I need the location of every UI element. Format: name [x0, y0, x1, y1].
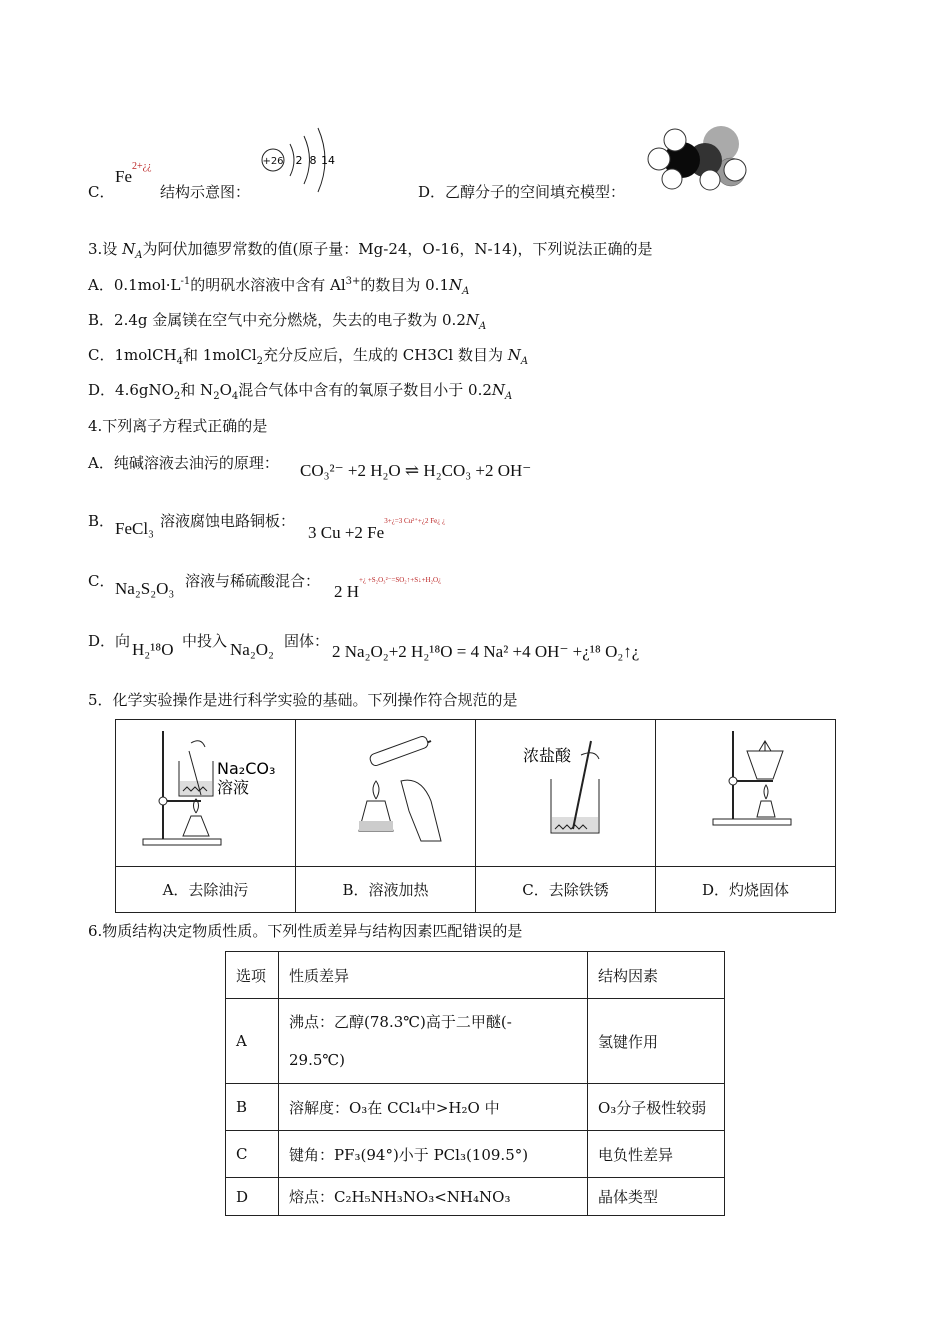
- ethanol-space-filling-model: [645, 122, 755, 197]
- q2-fe-ion: [115, 161, 152, 187]
- apparatus-d-cell: [656, 720, 836, 867]
- q5-apparatus-table: [115, 719, 836, 913]
- q3-option-c: C．1molCH$_4$和 1molCl$_2$充分反应后，生成的 CH3Cl 数目为 $N_A$: [88, 346, 529, 367]
- q4-option-d-na2o2: Na₂O₂: [230, 640, 274, 659]
- row-d-cause: 晶体类型: [588, 1178, 725, 1216]
- row-c-cause: 电负性差异: [588, 1131, 725, 1178]
- row-a-cause: 氢键作用: [588, 999, 725, 1084]
- q2-fe-charge: 2+¿¿: [132, 161, 152, 173]
- q2-option-c-label: C．: [88, 183, 115, 201]
- q3-option-a: A．$0.1mol\cdot L^{-1}$的明矾水溶液中含有 $Al^{3+}$的数目为 $0.1N_A$: [88, 276, 470, 297]
- header-cause: 结构因素: [588, 952, 725, 999]
- q6-stem: 6.物质结构决定物质性质。下列性质差异与结构因素匹配错误的是: [88, 922, 523, 940]
- q4-option-b-text: 溶液腐蚀电路铜板：: [160, 512, 296, 530]
- q4-option-d-text2: 固体：: [284, 632, 330, 650]
- fe-electron-shell-diagram: [258, 124, 348, 194]
- table-row: [226, 999, 725, 1084]
- q2-option-d-label: D．乙醇分子的空间填充模型：: [418, 183, 626, 201]
- q5-stem: 5．化学实验操作是进行科学实验的基础。下列操作符合规范的是: [88, 691, 518, 709]
- caption-a: A．去除油污: [116, 867, 296, 913]
- row-d-option: D: [226, 1178, 279, 1216]
- q2-option-c-desc: 结构示意图：: [160, 183, 251, 201]
- q3-option-b: B．2.4g 金属镁在空气中充分燃烧，失去的电子数为 $0.2N_A$: [88, 311, 487, 332]
- table-row: [226, 1084, 725, 1131]
- q4-option-c-formula: Na₂S₂O₃: [115, 579, 175, 598]
- apparatus-c-beaker-stirring: [481, 721, 651, 861]
- q4-option-d-text1: 中投入: [182, 632, 228, 650]
- row-b-property: 溶解度：O₃在 CCl₄中>H₂O 中: [279, 1084, 588, 1131]
- q4-option-d-label: D．向: [88, 632, 131, 650]
- q4-option-b-label: B．: [88, 512, 115, 530]
- row-c-property: 键角：PF₃(94°)小于 PCl₃(109.5°): [279, 1131, 588, 1178]
- apparatus-b-test-tube-heating: [301, 721, 471, 861]
- fe-shell-2-count: 8: [309, 154, 317, 167]
- apparatus-c-reagent: 浓盐酸: [522, 746, 571, 765]
- q4-option-a-equation: CO₃²⁻ +2 H₂O ⇌ H₂CO₃ +2 OH⁻: [300, 461, 532, 480]
- q2-fe-symbol: Fe: [115, 167, 132, 186]
- q4-option-c-label: C．: [88, 572, 115, 590]
- q6-property-table: [225, 951, 725, 1216]
- table-row: [226, 1131, 725, 1178]
- header-option: 选项: [226, 952, 279, 999]
- row-a-property: 沸点：乙醇(78.3℃)高于二甲醚(- 29.5℃): [279, 999, 588, 1084]
- fe-shell-1-count: 2: [295, 154, 303, 167]
- fe-nucleus-label: +26: [262, 156, 284, 167]
- header-property: 性质差异: [279, 952, 588, 999]
- apparatus-d-crucible-heating: [661, 721, 831, 861]
- q4-option-c-equation: 2 $H^{+¿ +S_2O_3^{2-}=SO_2↑+S↓+H_2O¿}$: [334, 576, 442, 601]
- caption-b: B．溶液加热: [296, 867, 476, 913]
- q4-option-a-text: A．纯碱溶液去油污的原理：: [88, 454, 279, 472]
- q4-option-d-equation: 2 Na₂O₂+2 H₂¹⁸O = 4 Na² +4 OH⁻ +¿¹⁸ O₂↑¿: [332, 642, 640, 661]
- row-b-option: B: [226, 1084, 279, 1131]
- apparatus-b-cell: [296, 720, 476, 867]
- q4-option-c-text: 溶液与稀硫酸混合：: [185, 572, 321, 590]
- q3-stem: 3.设 $N_A$为阿伏加德罗常数的值(原子量：Mg-24，O-16，N-14)，下列说法正确的是: [88, 240, 653, 261]
- q4-option-b-equation: 3 Cu +2 $Fe^{3+¿=3 Cu^{2+}+¿2 Fe¿ ¿}$: [308, 517, 446, 542]
- apparatus-a-solution: 溶液: [216, 778, 249, 797]
- caption-c: C．去除铁锈: [476, 867, 656, 913]
- apparatus-c-cell: [476, 720, 656, 867]
- row-d-property: 熔点：C₂H₅NH₃NO₃<NH₄NO₃: [279, 1178, 588, 1216]
- row-c-option: C: [226, 1131, 279, 1178]
- apparatus-a-reagent: Na₂CO₃: [216, 759, 275, 778]
- apparatus-a-cell: [116, 720, 296, 867]
- table-row: [226, 1178, 725, 1216]
- fe-shell-3-count: 14: [321, 154, 335, 167]
- q4-option-b-formula: FeCl₃: [115, 519, 154, 538]
- q3-option-d: D．4.6gNO$_2$和 $N_2O_4$混合气体中含有的氧原子数目小于 $0.2N_A$: [88, 381, 513, 402]
- apparatus-a-beaker-heating: [121, 721, 291, 861]
- row-b-cause: O₃分子极性较弱: [588, 1084, 725, 1131]
- caption-d: D．灼烧固体: [656, 867, 836, 913]
- q4-option-d-h2o: H₂¹⁸O: [132, 640, 174, 659]
- row-a-option: A: [226, 999, 279, 1084]
- q4-stem: 4.下列离子方程式正确的是: [88, 417, 268, 435]
